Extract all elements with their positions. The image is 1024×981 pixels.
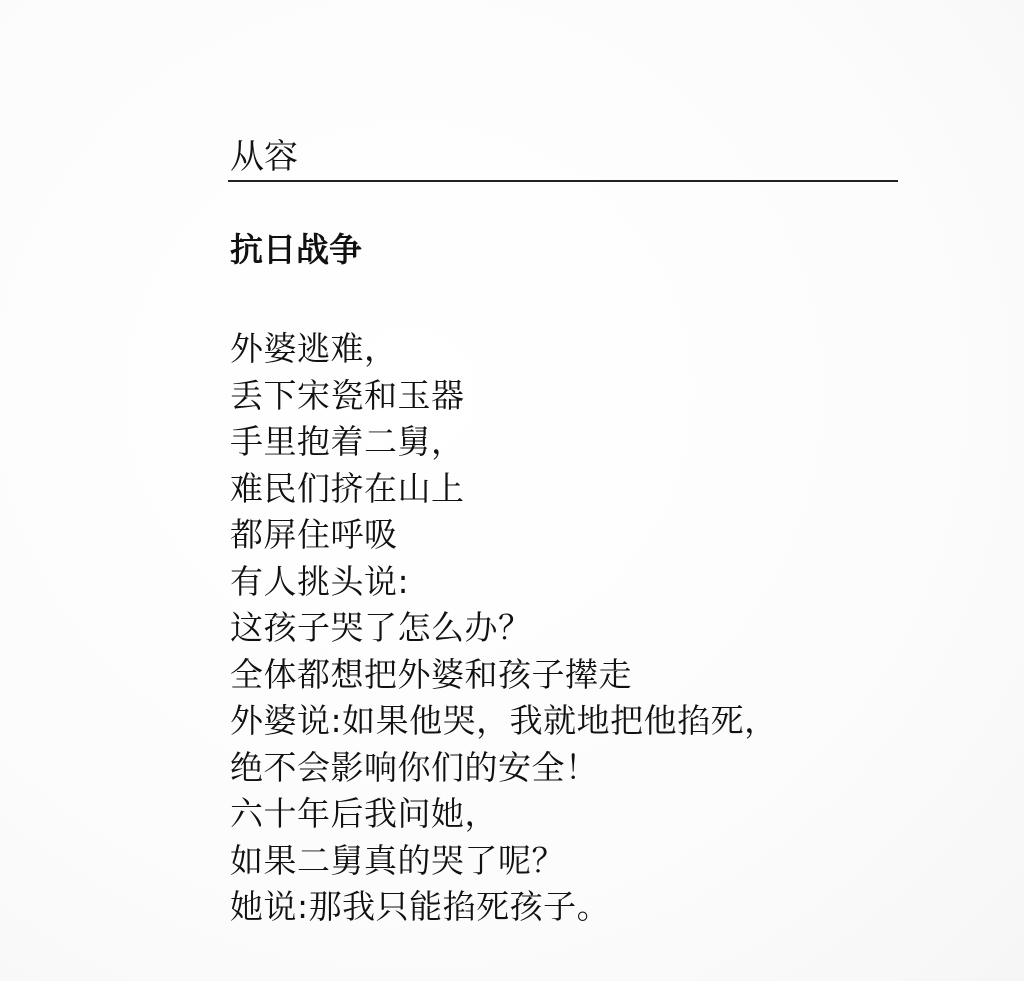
poem-line: 外婆逃难， bbox=[230, 329, 398, 368]
author-header: 从容 bbox=[230, 137, 298, 177]
poem-body bbox=[230, 326, 778, 931]
poem-line: 这孩子哭了怎么办？ bbox=[230, 608, 532, 647]
poem-line: 都屏住呼吸 bbox=[230, 515, 398, 554]
poem-line: 有人挑头说: bbox=[230, 561, 410, 601]
poem-line: 丢下宋瓷和玉器 bbox=[230, 375, 465, 415]
poem-line: 全体都想把外婆和孩子撵走 bbox=[230, 654, 632, 694]
poem-line: 难民们挤在山上 bbox=[230, 468, 465, 508]
poem-line: 她说:那我只能掐死孩子。 bbox=[230, 887, 611, 926]
poem-line: 绝不会影响你们的安全！ bbox=[230, 747, 599, 787]
poem-line: 手里抱着二舅， bbox=[230, 422, 465, 461]
poem-line: 外婆说:如果他哭，我就地把他掐死， bbox=[230, 701, 778, 740]
poem-line: 六十年后我问她， bbox=[230, 794, 498, 833]
header-divider bbox=[228, 180, 898, 182]
poem-line: 如果二舅真的哭了呢？ bbox=[230, 840, 565, 880]
poem-title: 抗日战争 bbox=[230, 230, 362, 269]
